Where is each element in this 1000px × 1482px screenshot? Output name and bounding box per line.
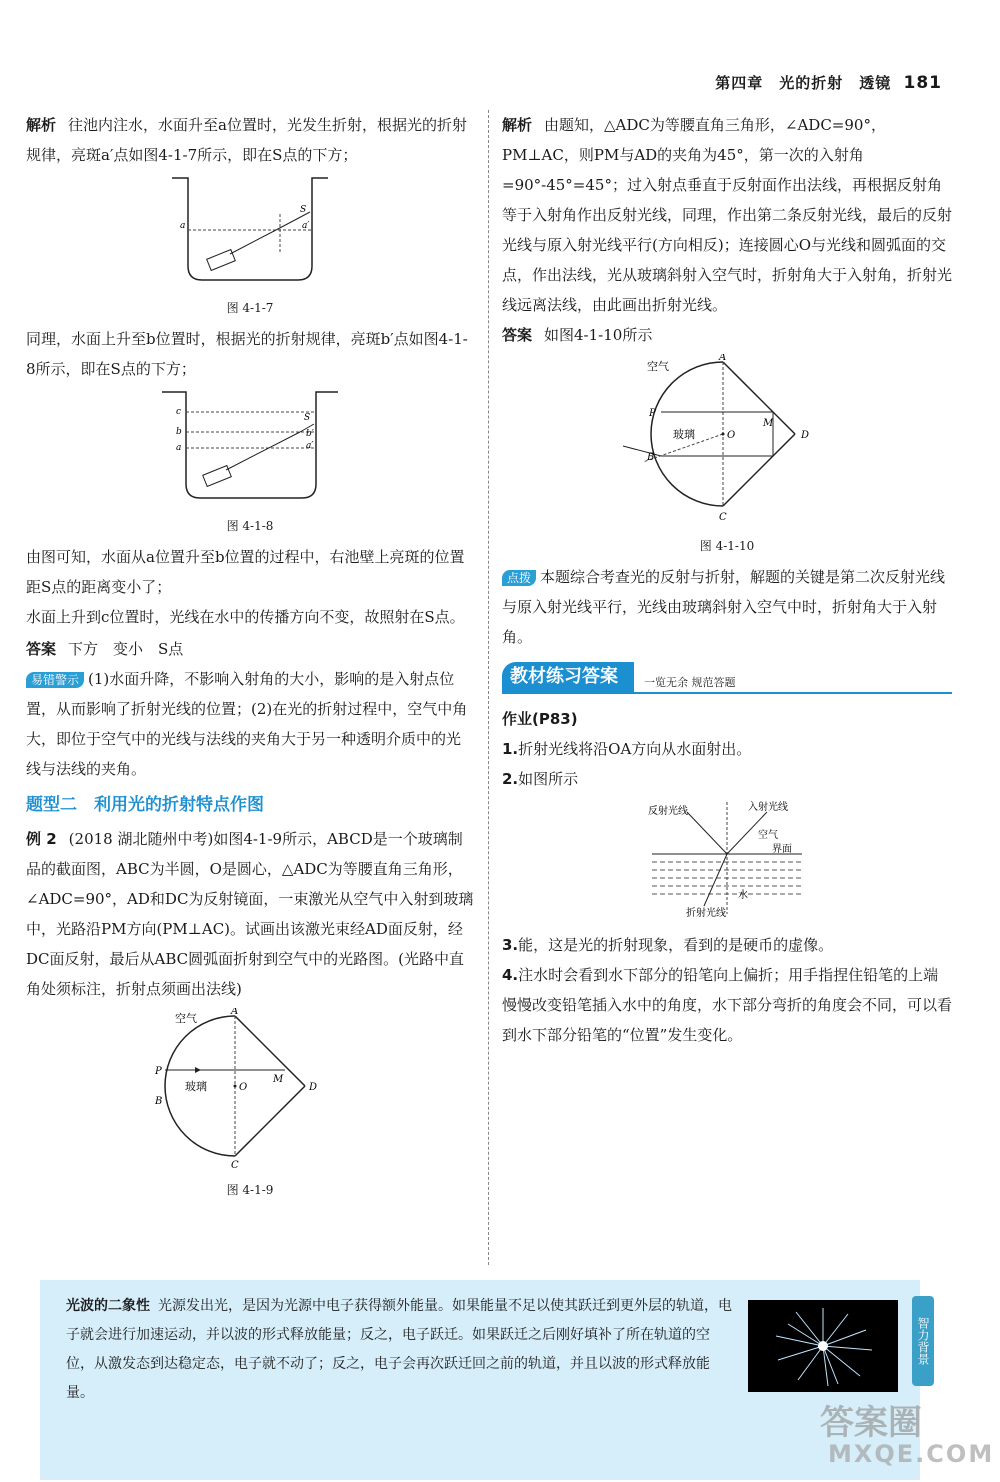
sidebar-tag: 智力背景 (912, 1296, 934, 1386)
svg-text:S: S (300, 205, 307, 215)
watermark-url: MXQE.COM (828, 1440, 995, 1468)
figure-caption-4-1-7: 图 4-1-7 (226, 301, 274, 315)
svg-text:反射光线: 反射光线 (648, 806, 688, 817)
analysis-paragraph-1: 解析 往池内注水，水面升至a位置时，光发生折射，根据光的折射规律，亮斑a′点如图4-1-7所示，即在S点的下方； (26, 116, 467, 164)
pool-diagram-1 (170, 174, 330, 286)
svg-text:空气: 空气 (647, 360, 669, 373)
right-analysis-label: 解析 (502, 116, 533, 134)
page-header (715, 72, 942, 93)
svg-text:B: B (155, 1096, 163, 1107)
analysis-paragraph-4: 水面上升到c位置时，光线在水中的传播方向不变，故照射在S点。 (26, 608, 465, 626)
example-label: 例 2 (26, 830, 57, 848)
figure-caption-4-1-9: 图 4-1-9 (226, 1183, 274, 1197)
svg-text:M: M (273, 1074, 284, 1085)
right-answer-label: 答案 (502, 326, 533, 344)
svg-text:b′: b′ (306, 429, 314, 439)
warning-badge: 易错警示 (26, 672, 84, 688)
tip-badge: 点拨 (502, 570, 536, 586)
light-burst-image (748, 1300, 898, 1392)
exercise-answers-banner (502, 662, 952, 694)
svg-text:玻璃: 玻璃 (673, 428, 695, 441)
svg-text:O: O (239, 1082, 248, 1093)
svg-text:M: M (763, 418, 774, 429)
svg-text:a′: a′ (306, 441, 314, 451)
svg-text:C: C (719, 512, 727, 523)
background-info-text: 光波的二象性 光源发出光，是因为光源中电子获得额外能量。如果能量不足以使其跃迁到更外层的轨道，电子就会进行加速运动，并以波的形式释放能量；反之，电子跃迁。如果跃迁之后刚好填补了所在轨道的空位，从激发态到达稳定态，电子就不动了；反之，电子会再次跃迁回之前的轨道，并且以波的形式释放能量。 (66, 1298, 732, 1401)
svg-text:D: D (801, 430, 810, 441)
svg-text:P: P (649, 408, 656, 419)
svg-text:空气: 空气 (175, 1012, 197, 1025)
right-column (502, 110, 952, 1050)
refraction-diagram (502, 798, 952, 928)
homework-item-2: 2.如图所示 (502, 770, 579, 788)
tip-note: 点拨 本题综合考查光的反射与折射，解题的关键是第二次反射光线与原入射光线平行，光线由玻璃斜射入空气中时，折射角大于入射角。 (502, 568, 946, 646)
right-answer-line: 答案 如图4-1-10所示 (502, 326, 653, 344)
glass-answer-diagram (617, 354, 837, 524)
figure-caption-4-1-10: 图 4-1-10 (699, 539, 755, 553)
svg-text:空气: 空气 (758, 830, 778, 841)
figure-4-1-8 (26, 388, 474, 514)
svg-text:b: b (176, 427, 182, 437)
section-title: 题型二 利用光的折射特点作图 (26, 795, 264, 815)
svg-text:S: S (304, 413, 311, 423)
column-divider (488, 110, 489, 1265)
analysis-paragraph-2: 同理，水面上升至b位置时，根据光的折射规律，亮斑b′点如图4-1-8所示，即在S点的下方； (26, 330, 468, 378)
chapter-title: 第四章 光的折射 透镜 (715, 74, 892, 92)
light-burst-icon (748, 1300, 898, 1392)
glass-diagram (145, 1008, 355, 1168)
pool-diagram-2 (160, 388, 340, 504)
background-info-title: 光波的二象性 (66, 1298, 150, 1314)
svg-text:C: C (231, 1160, 239, 1168)
banner-title: 教材练习答案 (502, 662, 634, 692)
svg-text:a: a (180, 221, 186, 231)
answer-label: 答案 (26, 640, 57, 658)
warning-note: 易错警示 (1)水面升降，不影响入射角的大小，影响的是入射点位置，从而影响了折射光线的位置；(2)在光的折射过程中，空气中角大，即位于空气中的光线与法线的夹角大于另一种透明介质中的光线与法线的夹角。 (26, 670, 468, 778)
svg-text:界面: 界面 (772, 844, 792, 855)
svg-text:c: c (176, 407, 182, 417)
left-column (26, 110, 474, 1206)
figure-caption-4-1-8: 图 4-1-8 (226, 519, 274, 533)
svg-text:入射光线: 入射光线 (748, 802, 788, 813)
figure-4-1-7 (26, 174, 474, 296)
page-number: 181 (903, 73, 942, 93)
svg-text:P: P (155, 1066, 162, 1077)
homework-item-1: 1.折射光线将沿OA方向从水面射出。 (502, 740, 752, 758)
figure-4-1-9 (26, 1008, 474, 1178)
svg-text:水: 水 (738, 890, 748, 901)
right-analysis: 解析 由题知，△ADC为等腰直角三角形，∠ADC=90°，PM⊥AC，则PM与AD的夹角为45°，第一次的入射角=90°-45°=45°；过入射点垂直于反射面作出法线，再根据反射角等于入射角作出反射光线，同理，作出第二条反射光线，最后的反射光线与原入射光线平行(方向相反)；连接圆心O与光线和圆弧面的交点，作出法线，光从玻璃斜射入空气时，折射角大于入射角，折射光线远离法线，由此画出折射光线。 (502, 116, 953, 314)
homework-title: 作业(P83) (502, 710, 578, 728)
figure-4-1-10 (502, 354, 952, 534)
homework-item-4: 4.注水时会看到水下部分的铅笔向上偏折；用手指捏住铅笔的上端慢慢改变铅笔插入水中的角度，水下部分弯折的角度会不同，可以看到水下部分铅笔的“位置”发生变化。 (502, 966, 953, 1044)
svg-text:O: O (727, 430, 736, 441)
analysis-label: 解析 (26, 116, 57, 134)
svg-text:D: D (309, 1082, 318, 1093)
svg-text:折射光线: 折射光线 (686, 908, 726, 918)
homework-item-3: 3.能，这是光的折射现象，看到的是硬币的虚像。 (502, 936, 834, 954)
analysis-paragraph-3: 由图可知，水面从a位置升至b位置的过程中，右池壁上亮斑的位置距S点的距离变小了； (26, 548, 465, 596)
svg-text:B: B (647, 452, 655, 463)
banner-subtitle: 一览无余 规范答题 (644, 676, 736, 689)
watermark-logo: 答案圈 (820, 1403, 922, 1443)
refraction-figure (642, 798, 812, 918)
svg-text:A: A (231, 1008, 239, 1017)
svg-text:a′: a′ (302, 221, 310, 231)
answer-line: 答案 下方 变小 S点 (26, 640, 184, 658)
svg-text:玻璃: 玻璃 (185, 1080, 207, 1093)
svg-text:a: a (176, 443, 182, 453)
example-question: 例 2 (2018 湖北随州中考)如图4-1-9所示，ABCD是一个玻璃制品的截面图，ABC为半圆，O是圆心，△ADC为等腰直角三角形，∠ADC=90°，AD和DC为反射镜面，一束激光从空气中入射到玻璃中，光路沿PM方向(PM⊥AC)。试画出该激光束经AD面反射，经DC面反射，最后从ABC圆弧面折射到空气中的光路图。(光路中直角处须标注，折射点须画出法线) (26, 830, 474, 998)
svg-text:A: A (719, 354, 727, 363)
